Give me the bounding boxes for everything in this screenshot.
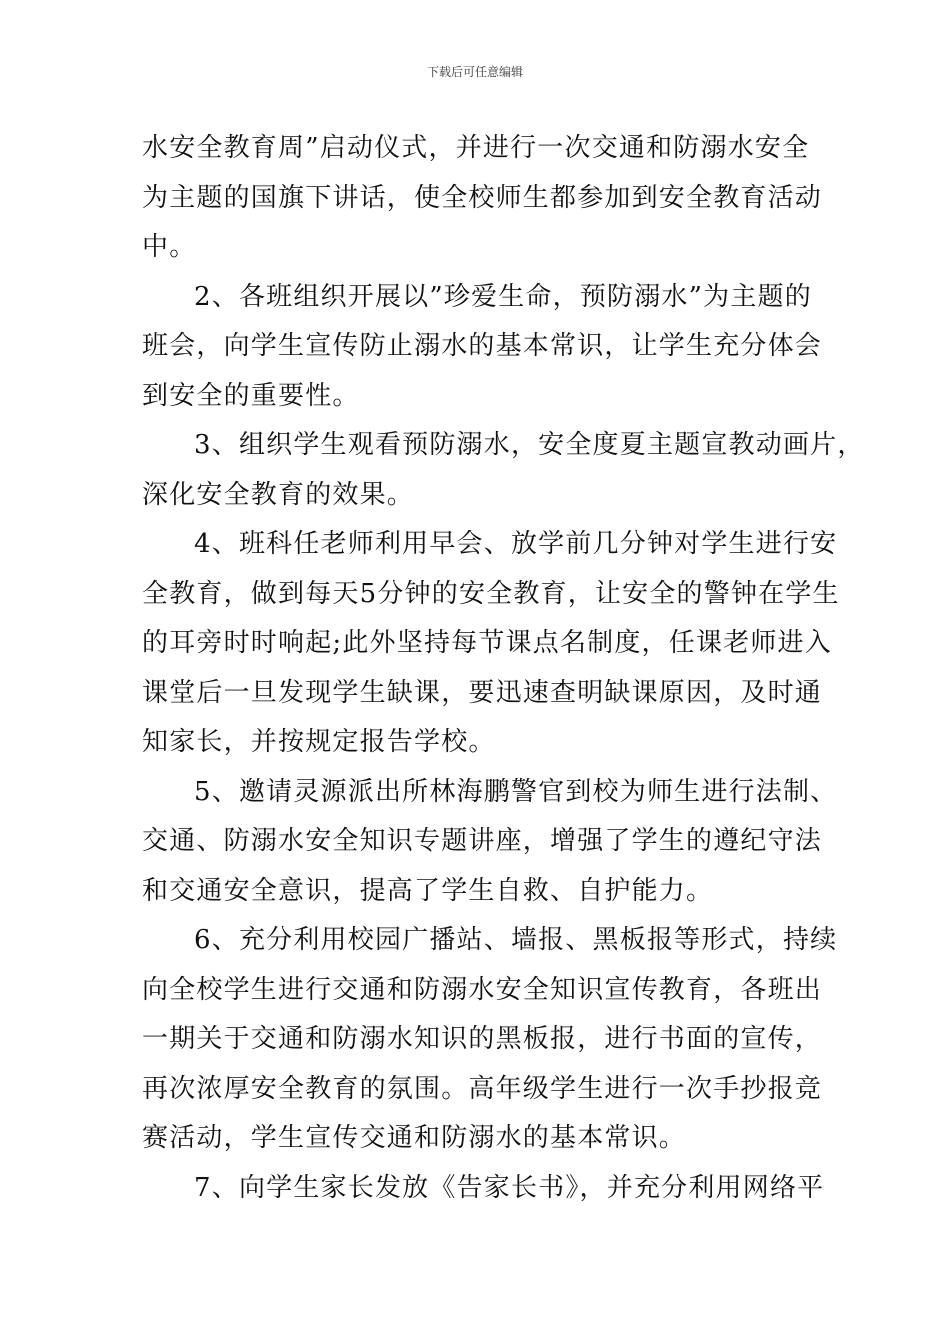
text-line: 深化安全教育的效果。 — [142, 479, 415, 510]
text-line: 7、向学生家长发放《告家长书》，并充分利用网络平 — [194, 1172, 825, 1203]
text-line: 4、班科任老师利用早会、放学前几分钟对学生进行安 — [194, 529, 838, 559]
text-line: 和交通安全意识，提高了学生自救、自护能力。 — [142, 875, 714, 906]
paragraph-item-3 — [142, 421, 865, 520]
paragraph-item-6 — [142, 916, 838, 1164]
paragraph-item-4 — [142, 520, 840, 768]
text-line: 为主题的国旗下讲话，使全校师生都参加到安全教育活动 — [142, 182, 823, 213]
text-line: 班会，向学生宣传防止溺水的基本常识，让学生充分体会 — [142, 331, 823, 361]
text-line: 一期关于交通和防溺水知识的黑板报，进行书面的宣传， — [142, 1024, 823, 1054]
text-line: 再次浓厚安全教育的氛围。高年级学生进行一次手抄报竞 — [142, 1073, 823, 1104]
paragraph-item-7 — [142, 1164, 825, 1214]
text-line: 赛活动，学生宣传交通和防溺水的基本常识。 — [142, 1123, 687, 1153]
text-line: 6、充分利用校园广播站、墙报、黑板报等形式，持续 — [194, 925, 838, 955]
text-line: 到安全的重要性。 — [142, 380, 360, 411]
paragraph-item-5 — [142, 768, 838, 917]
text-line: 的耳旁时时响起;此外坚持每节课点名制度，任课老师进入 — [142, 628, 832, 658]
text-line: 交通、防溺水安全知识专题讲座，增强了学生的遵纪守法 — [142, 826, 823, 856]
paragraph-continuation — [142, 124, 823, 273]
text-line: 中。 — [142, 232, 197, 262]
text-line: 2、各班组织开展以”珍爱生命，预防溺水”为主题的 — [194, 281, 812, 312]
text-line: 3、组织学生观看预防溺水，安全度夏主题宣教动画片， — [194, 430, 865, 460]
document-body — [142, 124, 865, 1213]
text-line: 5、邀请灵源派出所林海鹏警官到校为师生进行法制、 — [194, 776, 838, 807]
text-line: 知家长，并按规定报告学校。 — [142, 727, 496, 757]
text-line: 水安全教育周”启动仪式，并进行一次交通和防溺水安全 — [142, 133, 810, 163]
paragraph-item-2 — [142, 273, 823, 422]
page-header-note: 下载后可任意编辑 — [426, 65, 523, 79]
text-line: 课堂后一旦发现学生缺课，要迅速查明缺课原因，及时通 — [142, 677, 823, 708]
text-line: 全教育，做到每天5分钟的安全教育，让安全的警钟在学生 — [142, 578, 840, 609]
text-line: 向全校学生进行交通和防溺水安全知识宣传教育，各班出 — [142, 974, 823, 1005]
